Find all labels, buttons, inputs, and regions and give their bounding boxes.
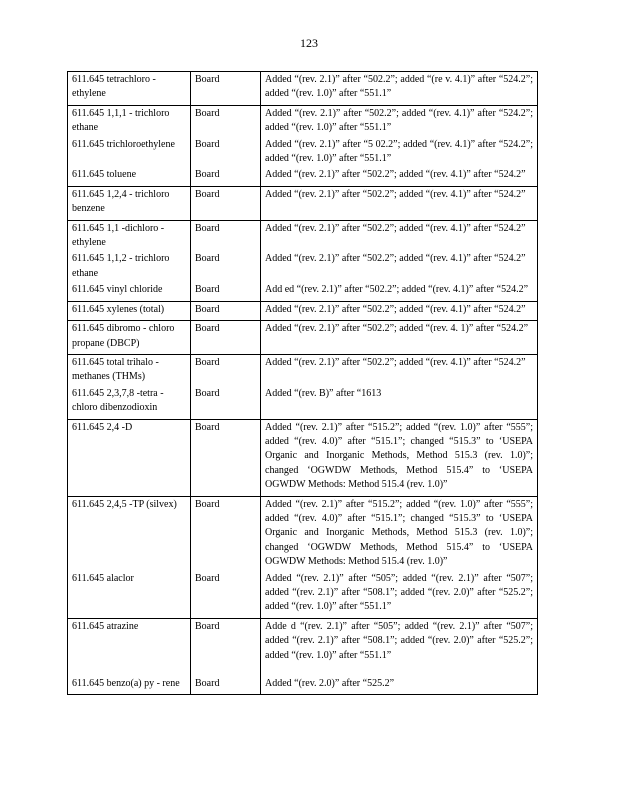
table-row [68, 664, 538, 695]
authority-cell: Board [191, 72, 261, 106]
table-row [68, 167, 538, 186]
authority-cell: Board [191, 664, 261, 695]
section-cell: 611.645 1,1 -dichloro - ethylene [68, 220, 191, 251]
section-cell: 611.645 1,2,4 - trichloro benzene [68, 186, 191, 220]
section-cell: 611.645 benzo(a) py - rene [68, 664, 191, 695]
section-cell: 611.645 1,1,2 - trichloro ethane [68, 251, 191, 282]
section-cell: 611.645 trichloroethylene [68, 137, 191, 168]
section-cell: 611.645 atrazine [68, 618, 191, 664]
authority-cell: Board [191, 571, 261, 619]
note-cell: Added “(rev. 2.1)” after “502.2”; added “(re v. 4.1)” after “524.2”; added “(rev. 1.0)” after “551.1” [261, 72, 538, 106]
authority-cell: Board [191, 105, 261, 136]
note-cell: Added “(rev. 2.1)” after “502.2”; added “(rev. 4.1)” after “524.2” [261, 354, 538, 385]
section-cell: 611.645 2,4 -D [68, 419, 191, 496]
note-cell: Added “(rev. 2.1)” after “502.2”; added “(rev. 4.1)” after “524.2” [261, 301, 538, 320]
table-row [68, 186, 538, 220]
authority-cell: Board [191, 167, 261, 186]
table-row [68, 251, 538, 282]
table-row [68, 321, 538, 355]
authority-cell: Board [191, 618, 261, 664]
section-cell: 611.645 alaclor [68, 571, 191, 619]
table-row [68, 105, 538, 136]
note-cell: Added “(rev. 2.1)” after “515.2”; added “(rev. 1.0)” after “555”; added “(rev. 4.0)” after “515.1”; changed “515.3” to ‘USEPA Organic and Inorganic Methods, Method 515.3 (rev. 1.0)”; changed ‘OGWDW Methods, Method 515.4” to ‘USEPA OGWDW Methods: Method 515.4 (rev. 1.0)” [261, 496, 538, 571]
regulation-table [67, 71, 538, 695]
table-row [68, 282, 538, 301]
section-cell: 611.645 dibromo - chloro propane (DBCP) [68, 321, 191, 355]
table-row [68, 496, 538, 571]
authority-cell: Board [191, 137, 261, 168]
note-cell: Added “(rev. 2.1)” after “502.2”; added “(rev. 4.1)” after “524.2” [261, 251, 538, 282]
table-row [68, 72, 538, 106]
page-number: 123 [300, 36, 318, 50]
note-cell: Added “(rev. 2.1)” after “502.2”; added “(rev. 4.1)” after “524.2” [261, 167, 538, 186]
table-row [68, 301, 538, 320]
authority-cell: Board [191, 321, 261, 355]
table-row [68, 618, 538, 664]
authority-cell: Board [191, 301, 261, 320]
authority-cell: Board [191, 251, 261, 282]
authority-cell: Board [191, 419, 261, 496]
section-cell: 611.645 vinyl chloride [68, 282, 191, 301]
table-row [68, 354, 538, 385]
table-row [68, 571, 538, 619]
note-cell: Added “(rev. 2.1)” after “5 02.2”; added “(rev. 4.1)” after “524.2”; added “(rev. 1.0)” after “551.1” [261, 137, 538, 168]
authority-cell: Board [191, 186, 261, 220]
section-cell: 611.645 total trihalo - methanes (THMs) [68, 354, 191, 385]
section-cell: 611.645 1,1,1 - trichloro ethane [68, 105, 191, 136]
section-cell: 611.645 tetrachloro - ethylene [68, 72, 191, 106]
note-cell: Added “(rev. 2.1)” after “515.2”; added “(rev. 1.0)” after “555”; added “(rev. 4.0)” after “515.1”; changed “515.3” to ‘USEPA Organic and Inorganic Methods, Method 515.3 (rev. 1.0)”; changed ‘OGWDW Methods, Method 515.4” to ‘USEPA OGWDW Methods: Method 515.4 (rev. 1.0)” [261, 419, 538, 496]
table-row [68, 386, 538, 419]
section-cell: 611.645 2,3,7,8 -tetra - chloro dibenzodioxin [68, 386, 191, 419]
section-cell: 611.645 2,4,5 -TP (silvex) [68, 496, 191, 571]
note-cell: Adde d “(rev. 2.1)” after “505”; added “(rev. 2.1)” after “507”; added “(rev. 2.1)” after “508.1”; added “(rev. 2.0)” after “525.2”; added “(rev. 1.0)” after “551.1” [261, 618, 538, 664]
table-row [68, 137, 538, 168]
authority-cell: Board [191, 354, 261, 385]
note-cell: Added “(rev. 2.1)” after “505”; added “(rev. 2.1)” after “507”; added “(rev. 2.1)” after “508.1”; added “(rev. 2.0)” after “525.2”; added “(rev. 1.0)” after “551.1” [261, 571, 538, 619]
note-cell: Added “(rev. 2.1)” after “502.2”; added “(rev. 4.1)” after “524.2”; added “(rev. 1.0)” after “551.1” [261, 105, 538, 136]
section-cell: 611.645 xylenes (total) [68, 301, 191, 320]
note-cell: Added “(rev. 2.1)” after “502.2”; added “(rev. 4.1)” after “524.2” [261, 186, 538, 220]
authority-cell: Board [191, 386, 261, 419]
note-cell: Added “(rev. 2.1)” after “502.2”; added “(rev. 4. 1)” after “524.2” [261, 321, 538, 355]
authority-cell: Board [191, 220, 261, 251]
section-cell: 611.645 toluene [68, 167, 191, 186]
note-cell: Added “(rev. B)” after “1613 [261, 386, 538, 419]
table-row [68, 220, 538, 251]
table-row [68, 419, 538, 496]
note-cell: Added “(rev. 2.1)” after “502.2”; added “(rev. 4.1)” after “524.2” [261, 220, 538, 251]
note-cell: Add ed “(rev. 2.1)” after “502.2”; added “(rev. 4.1)” after “524.2” [261, 282, 538, 301]
authority-cell: Board [191, 496, 261, 571]
authority-cell: Board [191, 282, 261, 301]
note-cell: Added “(rev. 2.0)” after “525.2” [261, 664, 538, 695]
